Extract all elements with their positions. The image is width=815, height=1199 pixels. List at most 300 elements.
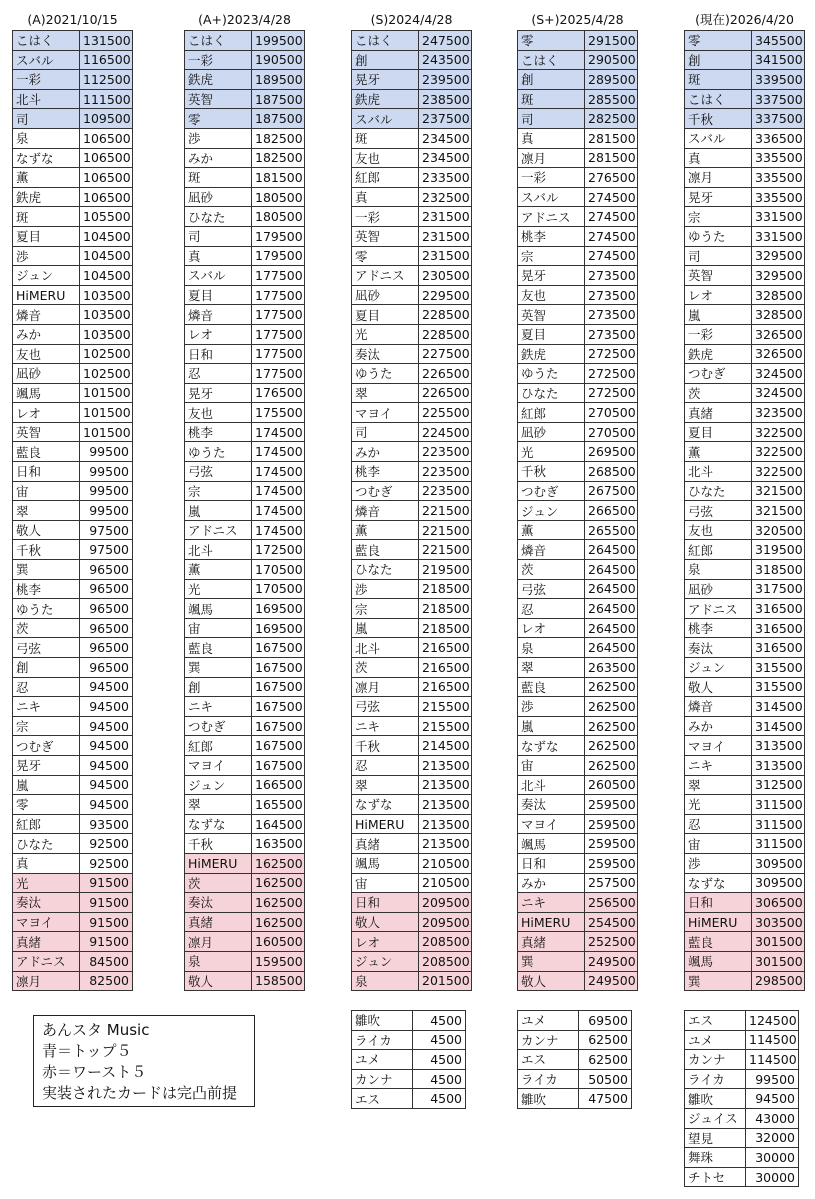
character-name: 一彩	[685, 324, 752, 344]
score-value: 82500	[80, 971, 133, 991]
table-row	[518, 128, 638, 148]
character-name: 晃牙	[352, 70, 419, 90]
score-value: 96500	[80, 618, 133, 638]
score-value: 268500	[585, 462, 638, 482]
character-name: 奏汰	[185, 893, 252, 913]
column-title: (A)2021/10/15	[27, 12, 118, 27]
character-name: 司	[13, 109, 80, 129]
score-value: 167500	[252, 736, 305, 756]
score-value: 345500	[752, 31, 805, 51]
score-value: 131500	[80, 31, 133, 51]
table-row	[352, 501, 472, 521]
table-row	[352, 853, 472, 873]
score-value: 234500	[419, 128, 472, 148]
character-name: ジュン	[185, 775, 252, 795]
character-name: 夏目	[185, 285, 252, 305]
character-name: 鉄虎	[185, 70, 252, 90]
score-value: 180500	[252, 207, 305, 227]
score-value: 216500	[419, 638, 472, 658]
character-name: 英智	[352, 226, 419, 246]
score-value: 259500	[585, 795, 638, 815]
character-name: 千秋	[13, 540, 80, 560]
table-row	[518, 266, 638, 286]
character-name: 藍良	[185, 638, 252, 658]
score-value: 174500	[252, 501, 305, 521]
character-name: 北斗	[685, 462, 752, 482]
table-row	[185, 481, 305, 501]
character-name: 友也	[352, 148, 419, 168]
score-value: 215500	[419, 716, 472, 736]
character-name: アドニス	[518, 207, 585, 227]
score-value: 324500	[752, 364, 805, 384]
table-row	[185, 873, 305, 893]
table-row	[518, 89, 638, 109]
score-value: 218500	[419, 618, 472, 638]
character-name: 泉	[13, 128, 80, 148]
table-row	[352, 834, 472, 854]
score-value: 328500	[752, 305, 805, 325]
table-row	[685, 207, 805, 227]
character-name: アドニス	[352, 266, 419, 286]
table-row	[518, 109, 638, 129]
table-row	[13, 442, 133, 462]
character-name: マヨイ	[13, 912, 80, 932]
character-name: 北斗	[13, 89, 80, 109]
table-row	[685, 540, 805, 560]
table-row	[185, 697, 305, 717]
character-name: エス	[685, 1011, 746, 1031]
character-name: 渉	[518, 697, 585, 717]
character-name: マヨイ	[518, 814, 585, 834]
character-name: 嵐	[685, 305, 752, 325]
character-name: 奏汰	[13, 893, 80, 913]
character-name: 零	[518, 31, 585, 51]
character-name: つむぎ	[185, 716, 252, 736]
table-row	[518, 912, 638, 932]
character-name: みか	[352, 442, 419, 462]
character-name: アドニス	[185, 520, 252, 540]
character-name: 藍良	[13, 442, 80, 462]
score-value: 309500	[752, 873, 805, 893]
table-row	[185, 540, 305, 560]
character-name: ゆうた	[685, 226, 752, 246]
character-name: 望見	[685, 1128, 746, 1148]
character-name: ひなた	[518, 383, 585, 403]
character-name: 夏目	[685, 422, 752, 442]
score-value: 223500	[419, 481, 472, 501]
table-row	[13, 501, 133, 521]
character-name: 凛月	[685, 168, 752, 188]
character-name: 日和	[518, 853, 585, 873]
character-name: 翠	[518, 658, 585, 678]
table-row	[13, 383, 133, 403]
table-row	[185, 305, 305, 325]
table-row	[352, 109, 472, 129]
table-row	[352, 736, 472, 756]
character-name: スバル	[685, 128, 752, 148]
character-name: 燐音	[352, 501, 419, 521]
table-row	[352, 971, 472, 991]
table-row	[518, 932, 638, 952]
character-name: HiMERU	[518, 912, 585, 932]
score-value: 319500	[752, 540, 805, 560]
ranking-table	[12, 30, 133, 991]
table-row	[685, 266, 805, 286]
character-name: 颯馬	[13, 383, 80, 403]
character-name: みか	[685, 716, 752, 736]
character-name: ジュン	[352, 951, 419, 971]
character-name: 宗	[185, 481, 252, 501]
table-row	[518, 520, 638, 540]
character-name: 薫	[13, 168, 80, 188]
score-value: 208500	[419, 932, 472, 952]
character-name: スバル	[13, 50, 80, 70]
score-value: 216500	[419, 677, 472, 697]
table-row	[685, 344, 805, 364]
table-row	[518, 305, 638, 325]
score-value: 177500	[252, 364, 305, 384]
score-value: 274500	[585, 226, 638, 246]
character-name: 宙	[185, 618, 252, 638]
table-row	[518, 344, 638, 364]
table-row	[352, 795, 472, 815]
table-row	[185, 266, 305, 286]
character-name: 翠	[185, 795, 252, 815]
table-row	[352, 755, 472, 775]
score-value: 218500	[419, 599, 472, 619]
table-row	[13, 520, 133, 540]
character-name: 宙	[13, 481, 80, 501]
score-value: 218500	[419, 579, 472, 599]
score-value: 336500	[752, 128, 805, 148]
score-value: 103500	[80, 285, 133, 305]
score-value: 231500	[419, 226, 472, 246]
character-name: 敬人	[185, 971, 252, 991]
score-value: 167500	[252, 755, 305, 775]
table-row	[352, 677, 472, 697]
character-name: 凛月	[352, 677, 419, 697]
table-row	[518, 834, 638, 854]
table-row	[518, 1030, 632, 1050]
character-name: 斑	[185, 168, 252, 188]
table-row	[185, 677, 305, 697]
ranking-column-2021	[12, 10, 133, 991]
score-value: 331500	[752, 207, 805, 227]
table-row	[185, 893, 305, 913]
table-row	[518, 795, 638, 815]
score-value: 91500	[80, 873, 133, 893]
character-name: 巽	[13, 560, 80, 580]
character-name: 一彩	[352, 207, 419, 227]
table-row	[185, 187, 305, 207]
legend-bottom-note: 赤＝ワースト５	[42, 1063, 147, 1081]
score-value: 309500	[752, 853, 805, 873]
score-value: 301500	[752, 951, 805, 971]
table-row	[685, 501, 805, 521]
score-value: 264500	[585, 560, 638, 580]
character-name: 夏目	[13, 226, 80, 246]
table-row	[13, 148, 133, 168]
score-value: 315500	[752, 677, 805, 697]
score-value: 114500	[746, 1030, 799, 1050]
score-value: 99500	[80, 462, 133, 482]
score-value: 262500	[585, 716, 638, 736]
table-row	[185, 148, 305, 168]
character-name: 弓弦	[352, 697, 419, 717]
score-value: 322500	[752, 422, 805, 442]
character-name: 凛月	[13, 971, 80, 991]
score-value: 159500	[252, 951, 305, 971]
table-row	[685, 814, 805, 834]
character-name: 渉	[185, 128, 252, 148]
character-name: 茨	[13, 618, 80, 638]
character-name: チトセ	[685, 1167, 746, 1187]
table-row	[352, 226, 472, 246]
character-name: アドニス	[13, 951, 80, 971]
table-row	[685, 579, 805, 599]
score-value: 231500	[419, 207, 472, 227]
score-value: 94500	[80, 677, 133, 697]
character-name: 巽	[185, 658, 252, 678]
character-name: 燐音	[685, 697, 752, 717]
character-name: 夏目	[352, 305, 419, 325]
table-row	[685, 324, 805, 344]
table-row	[185, 70, 305, 90]
character-name: 真緒	[185, 912, 252, 932]
character-name: 薫	[685, 442, 752, 462]
score-value: 96500	[80, 599, 133, 619]
character-name: 宗	[685, 207, 752, 227]
table-row	[518, 618, 638, 638]
score-value: 256500	[585, 893, 638, 913]
character-name: HiMERU	[13, 285, 80, 305]
character-name: 宗	[13, 716, 80, 736]
character-name: 真	[518, 128, 585, 148]
table-row	[518, 579, 638, 599]
table-row	[685, 677, 805, 697]
table-row	[352, 618, 472, 638]
table-row	[518, 501, 638, 521]
character-name: こはく	[185, 31, 252, 51]
score-value: 209500	[419, 912, 472, 932]
table-row	[685, 226, 805, 246]
table-row	[518, 560, 638, 580]
score-value: 102500	[80, 364, 133, 384]
table-row	[518, 716, 638, 736]
score-value: 99500	[80, 442, 133, 462]
character-name: ゆうた	[518, 364, 585, 384]
table-row	[13, 951, 133, 971]
legend-assumption-note: 実装されたカードは完凸前提	[42, 1084, 238, 1102]
score-value: 335500	[752, 148, 805, 168]
character-name: 弓弦	[185, 462, 252, 482]
table-row	[685, 187, 805, 207]
table-row	[685, 893, 805, 913]
score-value: 177500	[252, 285, 305, 305]
table-row	[518, 442, 638, 462]
character-name: ニキ	[13, 697, 80, 717]
character-name: 凪砂	[185, 187, 252, 207]
score-value: 47500	[579, 1089, 632, 1109]
score-value: 221500	[419, 501, 472, 521]
legend-box	[33, 1015, 255, 1107]
table-row	[518, 403, 638, 423]
character-name: 斑	[685, 70, 752, 90]
score-value: 226500	[419, 364, 472, 384]
score-value: 263500	[585, 658, 638, 678]
character-name: 友也	[13, 344, 80, 364]
score-value: 99500	[80, 501, 133, 521]
score-value: 262500	[585, 677, 638, 697]
character-name: 泉	[352, 971, 419, 991]
character-name: 友也	[685, 520, 752, 540]
score-value: 264500	[585, 540, 638, 560]
table-row	[13, 912, 133, 932]
score-value: 316500	[752, 618, 805, 638]
table-row	[185, 834, 305, 854]
table-row	[352, 579, 472, 599]
score-value: 259500	[585, 814, 638, 834]
character-name: 舞珠	[685, 1148, 746, 1168]
score-value: 162500	[252, 873, 305, 893]
character-name: 茨	[518, 560, 585, 580]
character-name: こはく	[352, 31, 419, 51]
table-row	[185, 501, 305, 521]
character-name: 英智	[185, 89, 252, 109]
score-value: 291500	[585, 31, 638, 51]
character-name: つむぎ	[685, 364, 752, 384]
character-name: 夏目	[518, 324, 585, 344]
character-name: 奏汰	[685, 638, 752, 658]
character-name: 泉	[685, 560, 752, 580]
table-row	[352, 520, 472, 540]
character-name: 光	[518, 442, 585, 462]
character-name: 忍	[518, 599, 585, 619]
character-name: 北斗	[185, 540, 252, 560]
score-value: 290500	[585, 50, 638, 70]
score-value: 298500	[752, 971, 805, 991]
score-value: 92500	[80, 853, 133, 873]
score-value: 312500	[752, 775, 805, 795]
table-row	[518, 658, 638, 678]
character-name: 斑	[13, 207, 80, 227]
character-name: ゆうた	[185, 442, 252, 462]
table-row	[518, 697, 638, 717]
score-value: 32000	[746, 1128, 799, 1148]
table-row	[185, 951, 305, 971]
character-name: 宗	[518, 246, 585, 266]
table-row	[13, 207, 133, 227]
character-name: 薫	[352, 520, 419, 540]
table-row	[518, 187, 638, 207]
table-row	[352, 364, 472, 384]
table-row	[13, 285, 133, 305]
score-value: 265500	[585, 520, 638, 540]
table-row	[13, 893, 133, 913]
character-name: 千秋	[518, 462, 585, 482]
character-name: 茨	[685, 383, 752, 403]
character-name: 司	[518, 109, 585, 129]
table-row	[352, 128, 472, 148]
score-value: 167500	[252, 677, 305, 697]
character-name: ユメ	[352, 1050, 413, 1070]
table-row	[13, 344, 133, 364]
table-row	[518, 677, 638, 697]
score-value: 226500	[419, 383, 472, 403]
score-value: 274500	[585, 187, 638, 207]
character-name: 斑	[352, 128, 419, 148]
table-row	[13, 560, 133, 580]
score-value: 208500	[419, 951, 472, 971]
table-row	[185, 755, 305, 775]
character-name: 日和	[352, 893, 419, 913]
score-value: 215500	[419, 697, 472, 717]
table-row	[518, 599, 638, 619]
score-value: 303500	[752, 912, 805, 932]
character-name: 零	[13, 795, 80, 815]
table-row	[685, 246, 805, 266]
table-row	[518, 873, 638, 893]
character-name: カンナ	[518, 1030, 579, 1050]
score-value: 266500	[585, 501, 638, 521]
table-row	[13, 246, 133, 266]
character-name: ジュン	[13, 266, 80, 286]
character-name: ゆうた	[352, 364, 419, 384]
table-row	[13, 853, 133, 873]
character-name: 忍	[13, 677, 80, 697]
character-name: 桃李	[352, 462, 419, 482]
table-row	[13, 89, 133, 109]
table-row	[185, 383, 305, 403]
score-value: 94500	[80, 755, 133, 775]
table-row	[518, 70, 638, 90]
score-value: 314500	[752, 697, 805, 717]
character-name: マヨイ	[352, 403, 419, 423]
character-name: こはく	[13, 31, 80, 51]
table-row	[685, 795, 805, 815]
table-row	[13, 364, 133, 384]
extra-table-2024	[351, 1010, 466, 1109]
score-value: 213500	[419, 755, 472, 775]
table-row	[352, 814, 472, 834]
score-value: 181500	[252, 168, 305, 188]
character-name: 真緒	[13, 932, 80, 952]
score-value: 321500	[752, 481, 805, 501]
score-value: 224500	[419, 422, 472, 442]
table-row	[352, 403, 472, 423]
score-value: 177500	[252, 344, 305, 364]
table-row	[185, 168, 305, 188]
score-value: 160500	[252, 932, 305, 952]
score-value: 316500	[752, 599, 805, 619]
score-value: 175500	[252, 403, 305, 423]
table-row	[685, 383, 805, 403]
score-value: 164500	[252, 814, 305, 834]
score-value: 337500	[752, 109, 805, 129]
character-name: 弓弦	[685, 501, 752, 521]
table-row	[185, 128, 305, 148]
score-value: 182500	[252, 148, 305, 168]
table-row	[185, 285, 305, 305]
score-value: 167500	[252, 697, 305, 717]
character-name: 颯馬	[185, 599, 252, 619]
score-value: 93500	[80, 814, 133, 834]
character-name: 零	[352, 246, 419, 266]
score-value: 227500	[419, 344, 472, 364]
score-value: 274500	[585, 207, 638, 227]
score-value: 272500	[585, 364, 638, 384]
character-name: つむぎ	[518, 481, 585, 501]
